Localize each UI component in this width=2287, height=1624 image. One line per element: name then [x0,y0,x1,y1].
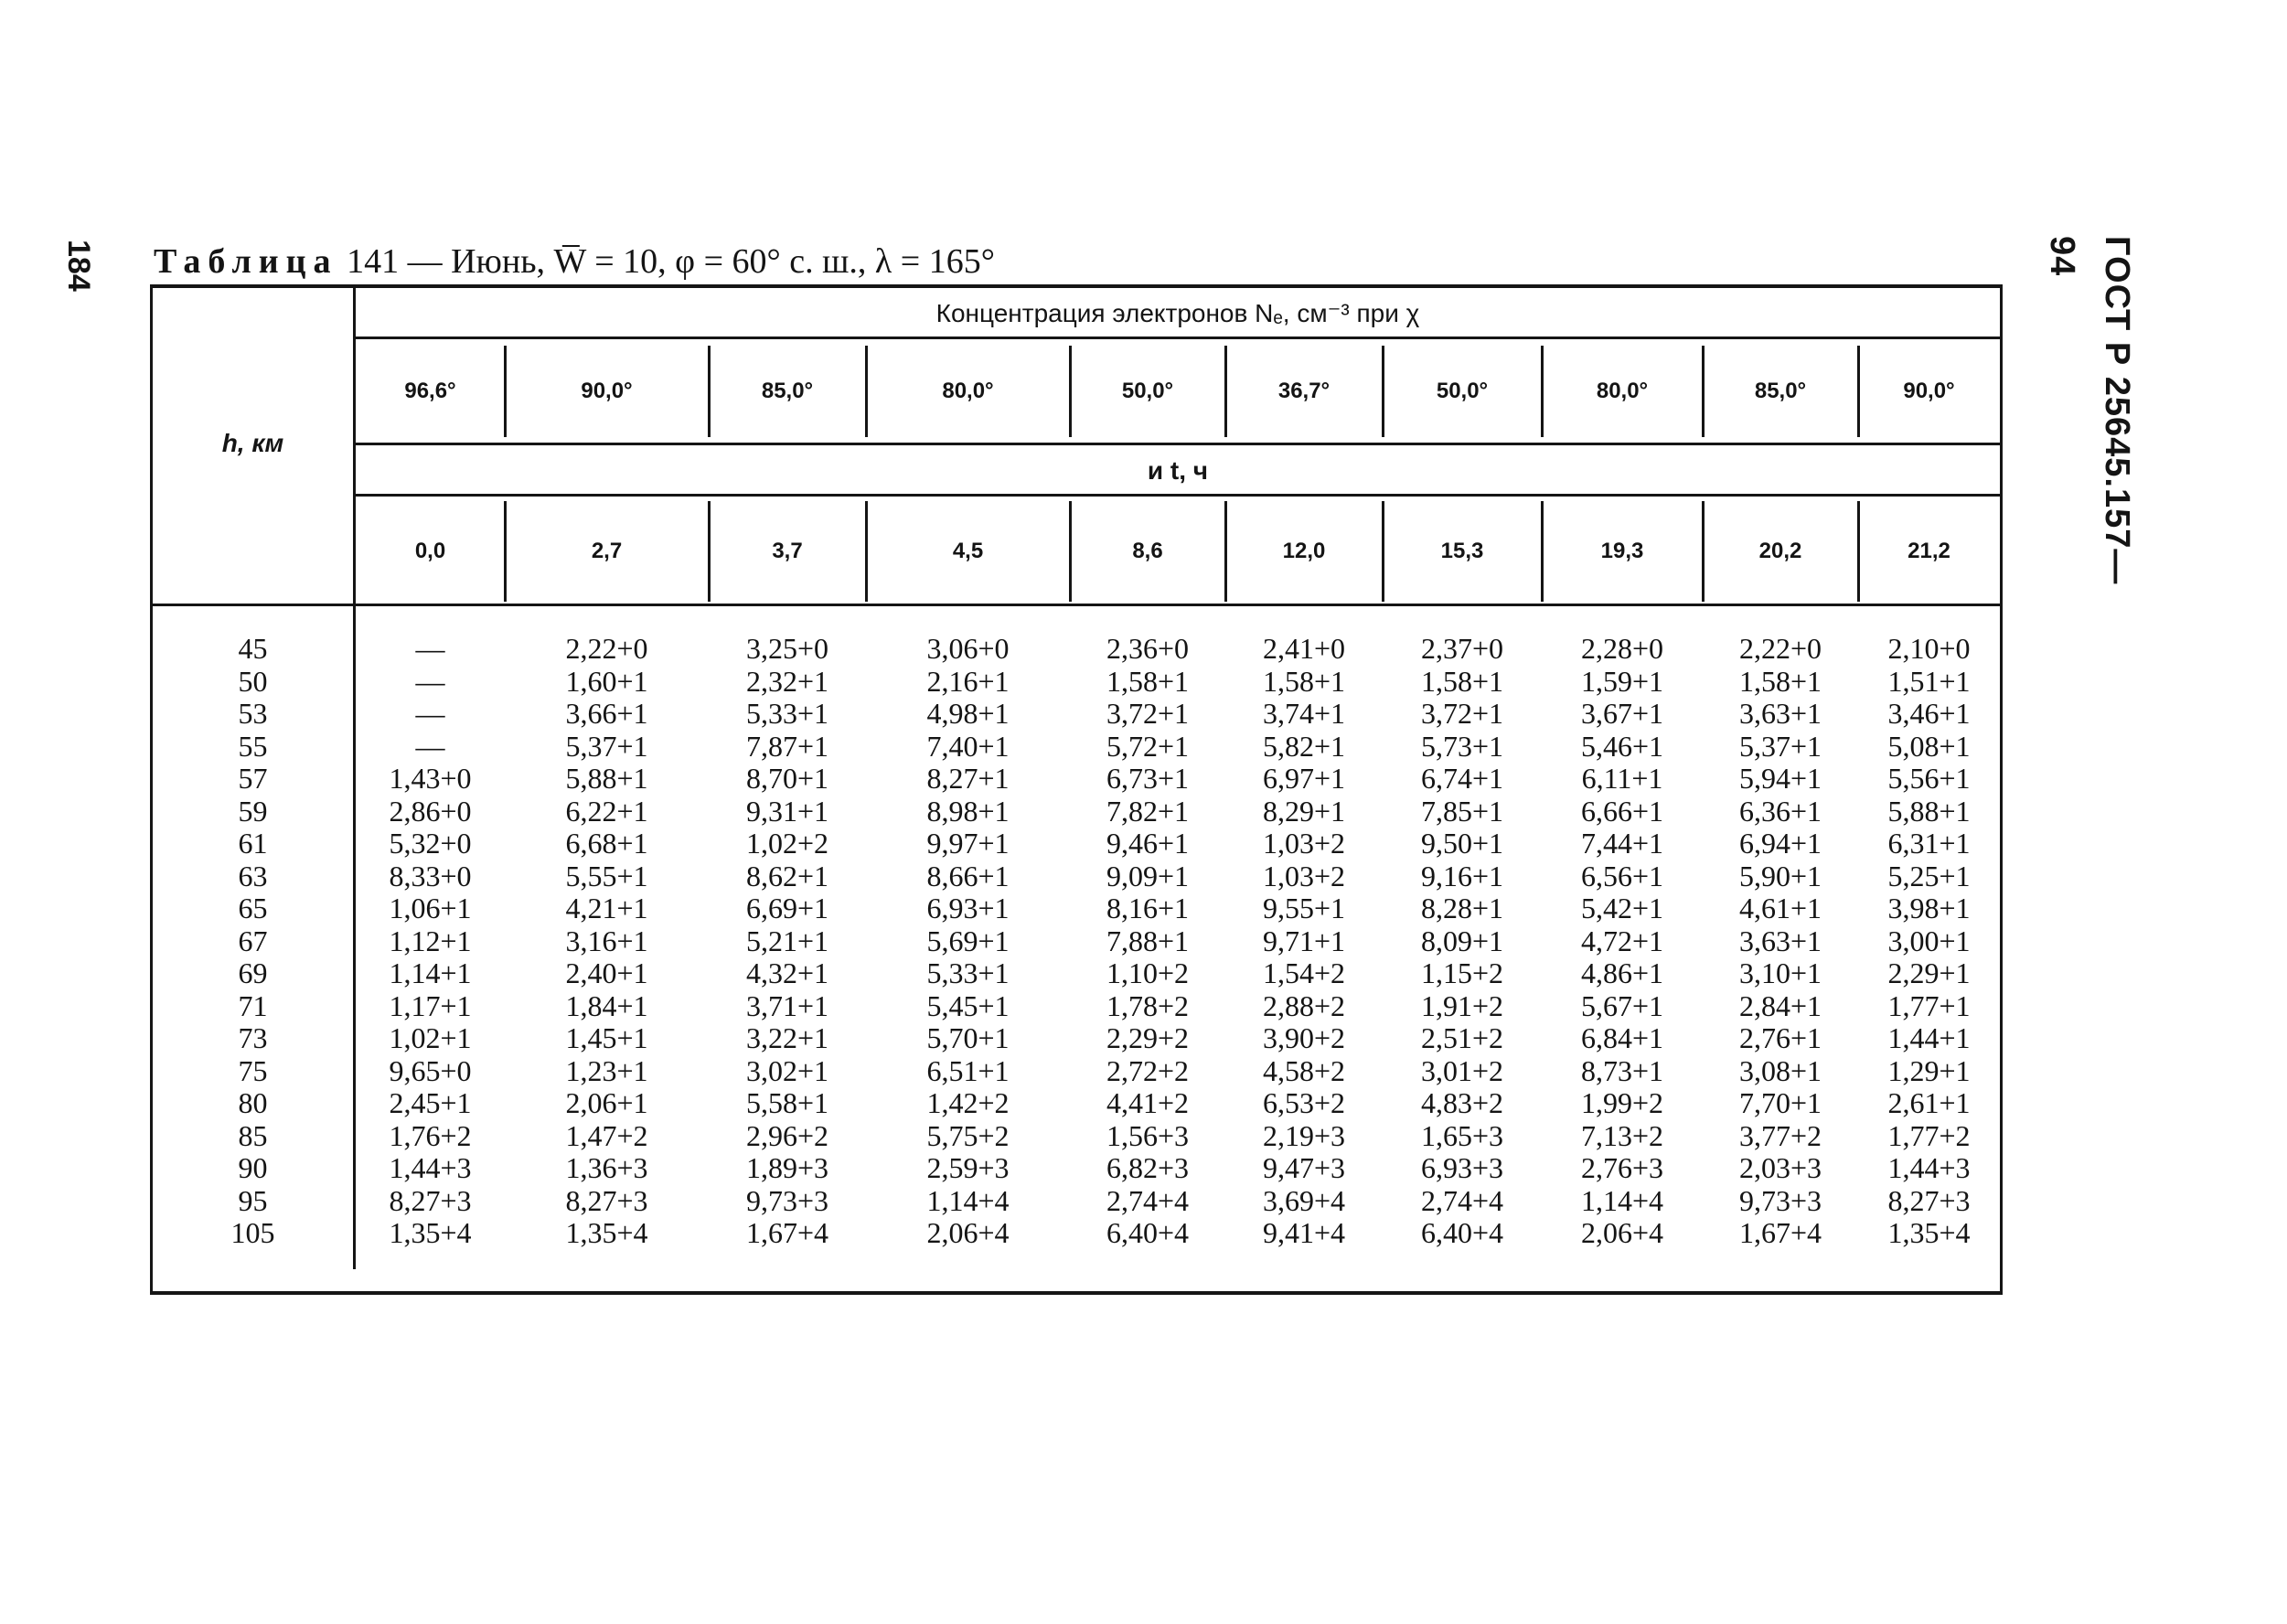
table-cell: 8,27+3 [389,1183,472,1217]
table-cell: 8,73+1 [1580,1053,1664,1087]
time-header-cell: 20,2 [1758,539,1802,563]
chi-header-cell: 85,0° [761,379,814,403]
table-cell: 5,37+1 [565,729,648,763]
height-cell: 73 [238,1021,268,1054]
table-cell: 1,45+1 [565,1021,648,1054]
height-cell: 45 [238,632,268,665]
table-cell: 2,61+1 [1887,1086,1971,1119]
table-caption [154,236,1982,287]
table-cell: — [415,664,445,698]
table-cell: 1,54+2 [1262,956,1346,989]
table-cell: 1,15+2 [1420,956,1504,989]
table-cell: 5,94+1 [1738,762,1822,795]
table-cell: 2,59+3 [926,1151,1010,1184]
table-cell: 6,82+3 [1106,1151,1190,1184]
table-cell: 3,10+1 [1738,956,1822,989]
chi-header-cell: 50,0° [1436,379,1489,403]
table-cell: 9,16+1 [1420,859,1504,892]
table-cell: 9,71+1 [1262,924,1346,957]
table-cell: 5,37+1 [1738,729,1822,763]
header-divider-chi [353,443,2003,445]
table-cell: 6,74+1 [1420,762,1504,795]
table-cell: 2,40+1 [565,956,648,989]
height-cell: 95 [238,1183,268,1217]
table-cell: 3,46+1 [1887,697,1971,730]
height-cell: 71 [238,988,268,1022]
height-cell: 59 [238,794,268,828]
height-cell: 67 [238,924,268,957]
table-cell: 2,19+3 [1262,1118,1346,1152]
table-cell: 7,70+1 [1738,1086,1822,1119]
data-column [1858,633,2000,1250]
table-cell: 6,97+1 [1262,762,1346,795]
caption-table-word: Таблица [154,242,338,281]
page-number: 184 [61,240,96,292]
table-cell: — [415,697,445,730]
chi-header-cell: 90,0° [581,379,633,403]
table-cell: 7,13+2 [1580,1118,1664,1152]
table-cell: 8,33+0 [389,859,472,892]
table-cell: 2,32+1 [745,664,829,698]
table-cell: 8,62+1 [745,859,829,892]
table-cell: 2,41+0 [1262,632,1346,665]
table-cell: 8,29+1 [1262,794,1346,828]
table-cell: 9,31+1 [745,794,829,828]
table-cell: 2,28+0 [1580,632,1664,665]
chi-header-cell: 36,7° [1277,379,1331,403]
table-cell: 5,73+1 [1420,729,1504,763]
table-cell: 5,21+1 [745,924,829,957]
table-cell: 6,11+1 [1581,762,1663,795]
table-cell: 9,41+4 [1262,1216,1346,1249]
table-cell: 3,72+1 [1420,697,1504,730]
time-header-cell: 4,5 [952,539,984,563]
table-cell: 2,84+1 [1738,988,1822,1022]
height-cell: 57 [238,762,268,795]
chi-header-cell: 80,0° [942,379,994,403]
data-column [356,633,505,1250]
table-cell: 1,89+3 [745,1151,829,1184]
table-cell: 2,88+2 [1262,988,1346,1022]
table-cell: 1,65+3 [1420,1118,1504,1152]
table-cell: 3,63+1 [1738,924,1822,957]
table-cell: 4,86+1 [1580,956,1664,989]
table-cell: 9,50+1 [1420,827,1504,860]
height-cell: 69 [238,956,268,989]
table-cell: 1,51+1 [1887,664,1971,698]
table-cell: 9,73+3 [1738,1183,1822,1217]
table-cell: 2,06+4 [926,1216,1010,1249]
table-cell: 1,99+2 [1580,1086,1664,1119]
table-cell: 1,03+2 [1262,859,1346,892]
data-column [1542,633,1703,1250]
table-cell: 9,47+3 [1262,1151,1346,1184]
table-cell: 6,93+3 [1420,1151,1504,1184]
table-cell: 5,88+1 [565,762,648,795]
table-cell: 2,72+2 [1106,1053,1190,1087]
table-cell: 2,03+3 [1738,1151,1822,1184]
height-cell: 50 [238,664,268,698]
table-cell: 2,37+0 [1420,632,1504,665]
table-cell: 6,73+1 [1106,762,1190,795]
height-cell: 63 [238,859,268,892]
height-cell: 61 [238,827,268,860]
time-header-cell: 15,3 [1440,539,1484,563]
table-cell: 5,33+1 [926,956,1010,989]
table-cell: 1,58+1 [1262,664,1346,698]
height-cell: 55 [238,729,268,763]
table-cell: 5,08+1 [1887,729,1971,763]
table-cell: 5,70+1 [926,1021,1010,1054]
table-cell: 1,67+4 [1738,1216,1822,1249]
table-top-border [150,284,2003,288]
table-cell: 1,06+1 [389,892,472,924]
table-cell: — [415,632,445,665]
table-cell: 5,75+2 [926,1118,1010,1152]
table-cell: 3,77+2 [1738,1118,1822,1152]
table-cell: 6,68+1 [565,827,648,860]
table-cell: 6,93+1 [926,892,1010,924]
table-cell: 6,53+2 [1262,1086,1346,1119]
table-cell: 4,58+2 [1262,1053,1346,1087]
table-cell: 1,56+3 [1106,1118,1190,1152]
table-cell: 1,43+0 [389,762,472,795]
table-cell: 3,08+1 [1738,1053,1822,1087]
table-cell: 3,22+1 [745,1021,829,1054]
time-header-cell: 12,0 [1282,539,1326,563]
table-cell: 2,76+1 [1738,1021,1822,1054]
time-header-cell: 19,3 [1600,539,1644,563]
table-cell: 1,17+1 [389,988,472,1022]
table-cell: 1,77+1 [1887,988,1971,1022]
table-bottom-border [150,1291,2003,1295]
table-cell: 2,06+4 [1580,1216,1664,1249]
table-cell: 1,78+2 [1106,988,1190,1022]
stub-header-h-km: h, км [221,429,284,457]
table-cell: 1,59+1 [1580,664,1664,698]
table-cell: 9,73+3 [745,1183,829,1217]
table-right-border [2000,286,2003,1293]
table-cell: 9,55+1 [1262,892,1346,924]
table-cell: 6,22+1 [565,794,648,828]
time-header-cell: 8,6 [1132,539,1163,563]
table-cell: 5,69+1 [926,924,1010,957]
table-cell: 1,42+2 [926,1086,1010,1119]
table-cell: 4,61+1 [1738,892,1822,924]
table-cell: 7,88+1 [1106,924,1190,957]
table-cell: 6,66+1 [1580,794,1664,828]
table-cell: 1,35+4 [389,1216,472,1249]
table-cell: 3,01+2 [1420,1053,1504,1087]
table-cell: — [415,729,445,763]
table-cell: 5,58+1 [745,1086,829,1119]
table-cell: 6,40+4 [1106,1216,1190,1249]
table-cell: 5,88+1 [1887,794,1971,828]
table-cell: 3,98+1 [1887,892,1971,924]
table-cell: 1,03+2 [1262,827,1346,860]
table-cell: 8,27+3 [565,1183,648,1217]
table-cell: 3,63+1 [1738,697,1822,730]
table-cell: 3,67+1 [1580,697,1664,730]
table-cell: 1,36+3 [565,1151,648,1184]
table-cell: 3,90+2 [1262,1021,1346,1054]
table-cell: 2,96+2 [745,1118,829,1152]
table-cell: 6,94+1 [1738,827,1822,860]
table-cell: 5,82+1 [1262,729,1346,763]
table-cell: 5,72+1 [1106,729,1190,763]
table-cell: 1,91+2 [1420,988,1504,1022]
chi-header-cell: 96,6° [404,379,456,403]
table-cell: 5,32+0 [389,827,472,860]
table-cell: 1,67+4 [745,1216,829,1249]
table-cell: 8,27+3 [1887,1183,1971,1217]
chi-header-cell: 90,0° [1903,379,1955,403]
table-cell: 4,72+1 [1580,924,1664,957]
data-column [1070,633,1225,1250]
table-cell: 1,77+2 [1887,1118,1971,1152]
time-header-cell: 2,7 [591,539,623,563]
height-cell: 105 [230,1216,275,1249]
table-cell: 8,27+1 [926,762,1010,795]
table-cell: 1,02+1 [389,1021,472,1054]
header-time-label: и t, ч [1147,456,1209,485]
table-cell: 5,55+1 [565,859,648,892]
data-column [1383,633,1542,1250]
table-cell: 5,56+1 [1887,762,1971,795]
table-cell: 1,84+1 [565,988,648,1022]
header-main-title: Концентрация электронов Nₑ, см⁻³ при χ [935,299,1420,327]
height-cell: 65 [238,892,268,924]
table-cell: 6,69+1 [745,892,829,924]
table-cell: 2,86+0 [389,794,472,828]
table-cell: 2,29+2 [1106,1021,1190,1054]
header-divider-time-label [353,494,2003,497]
table-cell: 5,42+1 [1580,892,1664,924]
table-cell: 1,35+4 [565,1216,648,1249]
table-cell: 3,25+0 [745,632,829,665]
table-cell: 4,21+1 [565,892,648,924]
table-cell: 2,22+0 [1738,632,1822,665]
height-cell: 53 [238,697,268,730]
table-cell: 5,33+1 [745,697,829,730]
table-cell: 1,14+1 [389,956,472,989]
table-cell: 3,66+1 [565,697,648,730]
table-cell: 7,40+1 [926,729,1010,763]
height-cell: 75 [238,1053,268,1087]
table-cell: 1,02+2 [745,827,829,860]
table-cell: 1,29+1 [1887,1053,1971,1087]
table-cell: 2,74+4 [1106,1183,1190,1217]
table-cell: 8,98+1 [926,794,1010,828]
table-cell: 3,00+1 [1887,924,1971,957]
height-column [153,633,353,1250]
table-cell: 8,28+1 [1420,892,1504,924]
table-cell: 1,35+4 [1887,1216,1971,1249]
table-cell: 3,06+0 [926,632,1010,665]
table-cell: 6,56+1 [1580,859,1664,892]
caption-text: 141 — Июнь, W̅ = 10, φ = 60° с. ш., λ = 165° [347,242,995,281]
height-cell: 80 [238,1086,268,1119]
table-cell: 7,44+1 [1580,827,1664,860]
data-column [866,633,1070,1250]
table-cell: 3,71+1 [745,988,829,1022]
header-divider-main [353,337,2003,339]
chi-header-cell: 85,0° [1754,379,1807,403]
table-cell: 4,83+2 [1420,1086,1504,1119]
header-bottom-divider [150,604,2003,606]
table-cell: 2,76+3 [1580,1151,1664,1184]
table-cell: 6,51+1 [926,1053,1010,1087]
table-cell: 7,85+1 [1420,794,1504,828]
time-header-cell: 3,7 [772,539,803,563]
table-cell: 8,09+1 [1420,924,1504,957]
table-cell: 5,67+1 [1580,988,1664,1022]
table-cell: 1,47+2 [565,1118,648,1152]
table-cell: 5,90+1 [1738,859,1822,892]
document-code: ГОСТ Р 25645.157—94 [2043,236,2136,585]
table-cell: 8,66+1 [926,859,1010,892]
table-cell: 6,36+1 [1738,794,1822,828]
table-cell: 5,46+1 [1580,729,1664,763]
table-cell: 2,36+0 [1106,632,1190,665]
table-cell: 2,06+1 [565,1086,648,1119]
table-cell: 1,44+3 [389,1151,472,1184]
data-column [1703,633,1858,1250]
table-cell: 1,60+1 [565,664,648,698]
table-cell: 2,74+4 [1420,1183,1504,1217]
table-cell: 2,10+0 [1887,632,1971,665]
table-cell: 1,76+2 [389,1118,472,1152]
data-column [709,633,866,1250]
table-cell: 1,10+2 [1106,956,1190,989]
time-header-cell: 0,0 [414,539,446,563]
table-cell: 5,45+1 [926,988,1010,1022]
table-cell: 7,82+1 [1106,794,1190,828]
data-column [1225,633,1383,1250]
table-cell: 6,31+1 [1887,827,1971,860]
table-cell: 3,69+4 [1262,1183,1346,1217]
table-cell: 6,84+1 [1580,1021,1664,1054]
table-cell: 5,25+1 [1887,859,1971,892]
table-cell: 7,87+1 [745,729,829,763]
table-cell: 8,70+1 [745,762,829,795]
chi-header-cell: 50,0° [1121,379,1174,403]
table-cell: 3,74+1 [1262,697,1346,730]
table-cell: 1,58+1 [1106,664,1190,698]
table-cell: 1,14+4 [926,1183,1010,1217]
height-cell: 90 [238,1151,268,1184]
chi-header-cell: 80,0° [1596,379,1649,403]
table-cell: 3,72+1 [1106,697,1190,730]
table-cell: 1,44+1 [1887,1021,1971,1054]
table-cell: 1,14+4 [1580,1183,1664,1217]
table-cell: 9,46+1 [1106,827,1190,860]
table-cell: 4,41+2 [1106,1086,1190,1119]
table-cell: 1,12+1 [389,924,472,957]
table-cell: 1,44+3 [1887,1151,1971,1184]
table-cell: 8,16+1 [1106,892,1190,924]
table-cell: 2,22+0 [565,632,648,665]
table-cell: 3,02+1 [745,1053,829,1087]
time-header-cell: 21,2 [1908,539,1950,563]
table-cell: 2,45+1 [389,1086,472,1119]
height-cell: 85 [238,1118,268,1152]
table-cell: 9,65+0 [389,1053,472,1087]
table-cell: 1,58+1 [1420,664,1504,698]
data-column [505,633,709,1250]
table-cell: 2,29+1 [1887,956,1971,989]
table-cell: 9,97+1 [926,827,1010,860]
table-cell: 4,32+1 [745,956,829,989]
table-cell: 6,40+4 [1420,1216,1504,1249]
table-cell: 1,58+1 [1738,664,1822,698]
table-cell: 4,98+1 [926,697,1010,730]
table-cell: 2,51+2 [1420,1021,1504,1054]
table-cell: 1,23+1 [565,1053,648,1087]
table-cell: 9,09+1 [1106,859,1190,892]
table-cell: 2,16+1 [926,664,1010,698]
table-cell: 3,16+1 [565,924,648,957]
